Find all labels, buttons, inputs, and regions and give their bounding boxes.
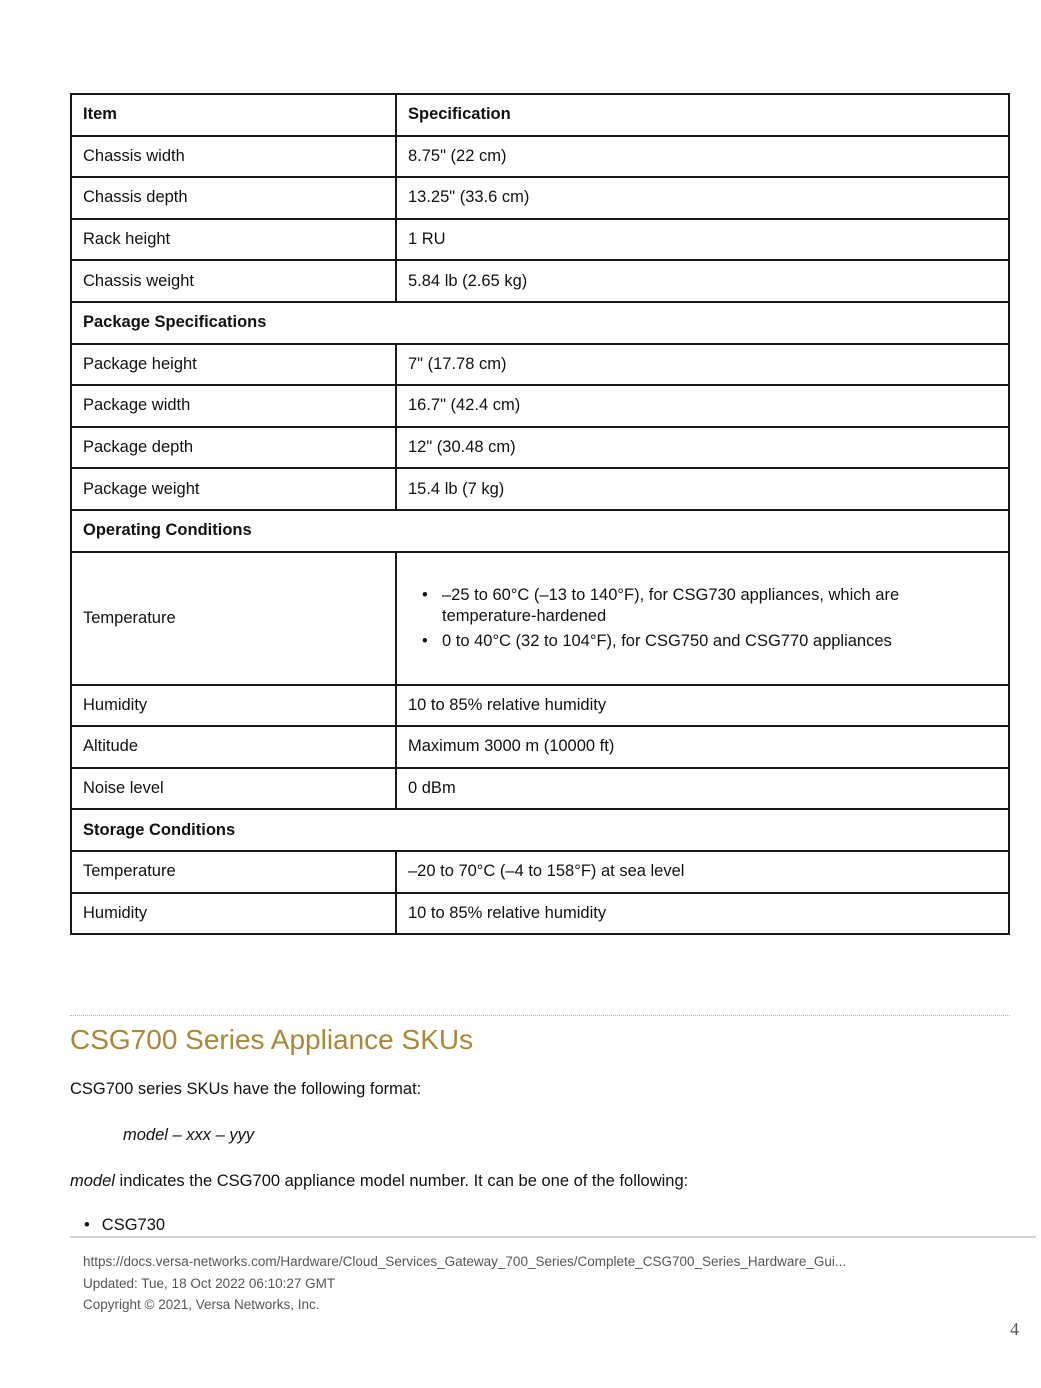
bullet-icon: • bbox=[84, 1216, 90, 1234]
spec-cell: 5.84 lb (2.65 kg) bbox=[396, 260, 1009, 302]
section-row-operating bbox=[71, 510, 1009, 552]
model-description: indicates the CSG700 appliance model number. It can be one of the following: bbox=[114, 1172, 689, 1190]
model-term: model bbox=[70, 1172, 115, 1190]
table-row bbox=[71, 851, 1009, 893]
table-row bbox=[71, 685, 1009, 727]
table-header-row bbox=[71, 94, 1009, 136]
model-paragraph bbox=[70, 1172, 688, 1191]
model-list bbox=[84, 1216, 165, 1235]
item-cell: Package weight bbox=[71, 468, 396, 510]
table-row bbox=[71, 385, 1009, 427]
intro-paragraph: CSG700 series SKUs have the following format: bbox=[70, 1080, 422, 1098]
item-cell: Package height bbox=[71, 344, 396, 386]
header-item: Item bbox=[71, 94, 396, 136]
table-row bbox=[71, 893, 1009, 935]
section-title: CSG700 Series Appliance SKUs bbox=[70, 1024, 474, 1055]
page-number: 4 bbox=[1010, 1319, 1019, 1339]
item-cell: Package width bbox=[71, 385, 396, 427]
table-row bbox=[71, 468, 1009, 510]
footer-url: https://docs.versa-networks.com/Hardware/Cloud_Services_Gateway_700_Series/Complete_CSG700_Series_Hardware_Gui... bbox=[83, 1254, 847, 1269]
footer-divider bbox=[70, 1236, 1036, 1238]
item-cell: Chassis width bbox=[71, 136, 396, 178]
bullet-item: • 0 to 40°C (32 to 104°F), for CSG750 and CSG770 appliances bbox=[432, 631, 997, 652]
storage-conditions-heading: Storage Conditions bbox=[71, 809, 1009, 851]
table-row bbox=[71, 726, 1009, 768]
spec-cell bbox=[396, 552, 1009, 685]
table-row bbox=[71, 136, 1009, 178]
table-row bbox=[71, 427, 1009, 469]
table-row bbox=[71, 260, 1009, 302]
spec-cell: 1 RU bbox=[396, 219, 1009, 261]
spec-cell: 15.4 lb (7 kg) bbox=[396, 468, 1009, 510]
spec-cell: –20 to 70°C (–4 to 158°F) at sea level bbox=[396, 851, 1009, 893]
header-specification: Specification bbox=[396, 94, 1009, 136]
spec-cell: 10 to 85% relative humidity bbox=[396, 685, 1009, 727]
spec-cell: 0 dBm bbox=[396, 768, 1009, 810]
item-cell: Package depth bbox=[71, 427, 396, 469]
item-cell: Temperature bbox=[71, 552, 396, 685]
bullet-item: • –25 to 60°C (–13 to 140°F), for CSG730 appliances, which are temperature-hardened bbox=[432, 585, 997, 627]
package-specifications-heading: Package Specifications bbox=[71, 302, 1009, 344]
item-cell: Chassis depth bbox=[71, 177, 396, 219]
spec-cell: 8.75" (22 cm) bbox=[396, 136, 1009, 178]
spec-cell: 7" (17.78 cm) bbox=[396, 344, 1009, 386]
item-cell: Humidity bbox=[71, 893, 396, 935]
table-row bbox=[71, 552, 1009, 685]
sku-format: model – xxx – yyy bbox=[123, 1126, 255, 1144]
spec-cell: 16.7" (42.4 cm) bbox=[396, 385, 1009, 427]
item-cell: Humidity bbox=[71, 685, 396, 727]
list-item: CSG730 bbox=[101, 1216, 166, 1234]
footer-copyright: Copyright © 2021, Versa Networks, Inc. bbox=[83, 1297, 320, 1312]
section-divider bbox=[70, 1015, 1010, 1016]
spec-cell: 10 to 85% relative humidity bbox=[396, 893, 1009, 935]
table-row bbox=[71, 177, 1009, 219]
footer-updated: Updated: Tue, 18 Oct 2022 06:10:27 GMT bbox=[83, 1276, 336, 1291]
table-row bbox=[71, 768, 1009, 810]
table-row bbox=[71, 344, 1009, 386]
table-row bbox=[71, 219, 1009, 261]
operating-conditions-heading: Operating Conditions bbox=[71, 510, 1009, 552]
temperature-bullet-list bbox=[408, 585, 997, 652]
spec-cell: 12" (30.48 cm) bbox=[396, 427, 1009, 469]
item-cell: Rack height bbox=[71, 219, 396, 261]
spec-cell: Maximum 3000 m (10000 ft) bbox=[396, 726, 1009, 768]
item-cell: Noise level bbox=[71, 768, 396, 810]
specifications-table bbox=[70, 93, 1010, 935]
section-row-storage bbox=[71, 809, 1009, 851]
section-row-package bbox=[71, 302, 1009, 344]
item-cell: Altitude bbox=[71, 726, 396, 768]
item-cell: Chassis weight bbox=[71, 260, 396, 302]
item-cell: Temperature bbox=[71, 851, 396, 893]
spec-cell: 13.25" (33.6 cm) bbox=[396, 177, 1009, 219]
